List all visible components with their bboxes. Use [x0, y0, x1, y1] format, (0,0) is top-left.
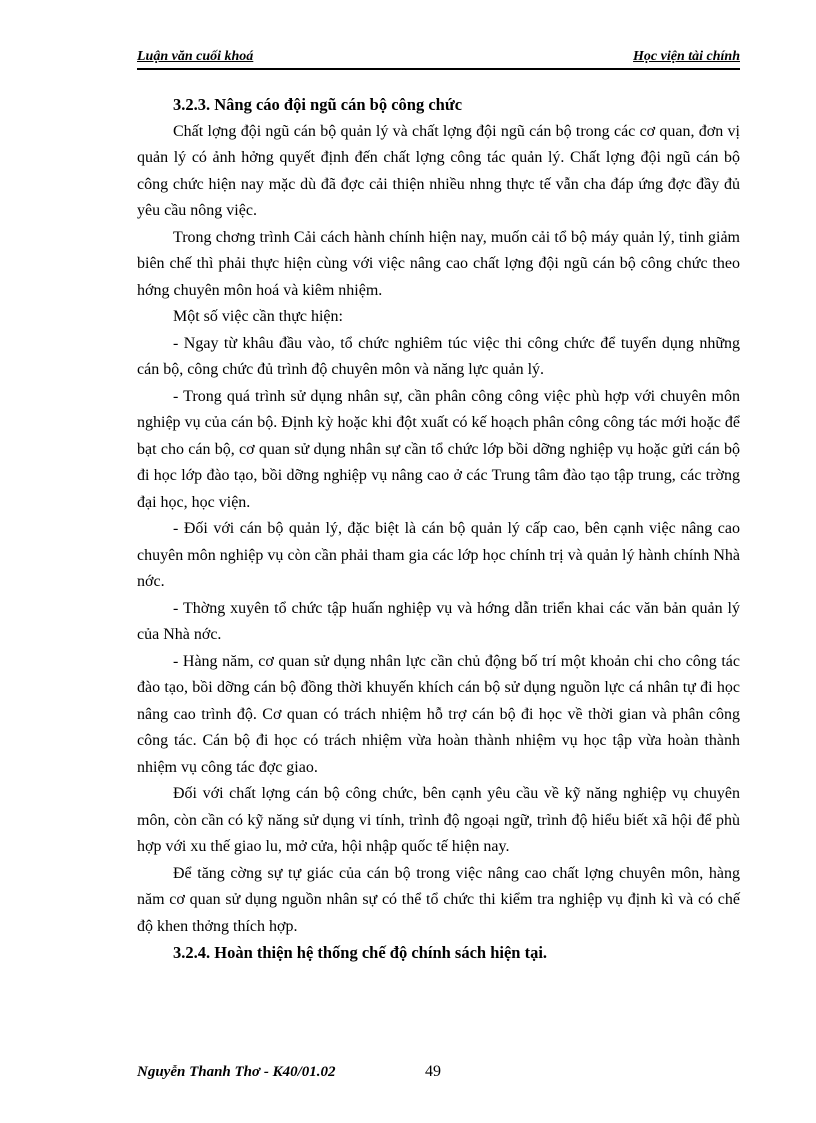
page-number: 49	[425, 1063, 441, 1080]
paragraph: - Hàng năm, cơ quan sử dụng nhân lực cần chủ động bố trí một khoản chi cho công tác đào tạo, bồi dỡng cán bộ đồng thời khuyến khích cán bộ sử dụng nguồn lực cá nhân tự đi học nâng cao trình độ. Cơ quan có trách nhiệm hỗ trợ cán bộ đi học về thời gian và phân công công tác. Cán bộ đi học có trách nhiệm vừa hoàn thành nhiệm vụ học tập vừa hoàn thành nhiệm vụ công tác đợc giao.	[137, 652, 740, 776]
page-body	[137, 92, 740, 967]
paragraph: - Trong quá trình sử dụng nhân sự, cần phân công công việc phù hợp với chuyên môn nghiệp vụ của cán bộ. Định kỳ hoặc khi đột xuất có kế hoạch phân công công tác mới hoặc để bạt cho cán bộ, cơ quan sử dụng nhân sự cần tổ chức lớp bồi dỡng nghiệp vụ hoặc gửi cán bộ đi học lớp đào tạo, bồi dỡng nghiệp vụ nâng cao ở các Trung tâm đào tạo tập trung, các trờng đại học, học viện.	[137, 387, 740, 511]
paragraph: Đối với chất lợng cán bộ công chức, bên cạnh yêu cầu về kỹ năng nghiệp vụ chuyên môn, còn cần có kỹ năng sử dụng vi tính, trình độ ngoại ngữ, trình độ hiểu biết xã hội để phù hợp với xu thế giao lu, mở cửa, hội nhập quốc tế hiện nay.	[137, 785, 740, 855]
next-section-heading: 3.2.4. Hoàn thiện hệ thống chế độ chính sách hiện tại.	[173, 943, 548, 962]
page-footer	[137, 1060, 740, 1084]
paragraph: Một số việc cần thực hiện:	[173, 308, 343, 325]
paragraph: Trong chơng trình Cải cách hành chính hiện nay, muốn cải tổ bộ máy quản lý, tinh giảm biên chế thì phải thực hiện cùng với việc nâng cao chất lợng đội ngũ cán bộ công chức theo hớng chuyên môn hoá và kiêm nhiệm.	[137, 228, 740, 299]
footer-author: Nguyễn Thanh Thơ - K40/01.02	[137, 1064, 336, 1080]
paragraph: Để tăng cờng sự tự giác của cán bộ trong việc nâng cao chất lợng chuyên môn, hàng năm cơ quan sử dụng nguồn nhân sự có thể tổ chức thi kiểm tra nghiệp vụ định kì và có chế độ khen thởng thích hợp.	[137, 864, 740, 935]
paragraph: - Ngay từ khâu đầu vào, tổ chức nghiêm túc việc thi công chức để tuyển dụng những cán bộ, công chức đủ trình độ chuyên môn và năng lực quản lý.	[137, 334, 740, 378]
paragraph: - Thờng xuyên tổ chức tập huấn nghiệp vụ và hớng dẫn triển khai các văn bản quản lý của Nhà nớc.	[137, 599, 740, 643]
header-institution: Học viện tài chính	[633, 49, 740, 64]
page-header	[137, 46, 740, 70]
header-thesis-title: Luận văn cuối khoá	[137, 49, 254, 64]
section-heading: 3.2.3. Nâng cáo đội ngũ cán bộ công chức	[173, 95, 463, 114]
paragraph: Chất lợng đội ngũ cán bộ quản lý và chất lợng đội ngũ cán bộ trong các cơ quan, đơn vị quản lý có ảnh hởng quyết định đến chất lợng công tác quản lý. Chất lợng đội ngũ cán bộ công chức hiện nay mặc dù đã đợc cải thiện nhiều nhng thực tế vẫn cha đáp ứng đợc đầy đủ yêu cầu nông việc.	[137, 122, 740, 219]
paragraph: - Đối với cán bộ quản lý, đặc biệt là cán bộ quản lý cấp cao, bên cạnh việc nâng cao chuyên môn nghiệp vụ còn cần phải tham gia các lớp học chính trị và quản lý hành chính Nhà nớc.	[137, 520, 740, 590]
